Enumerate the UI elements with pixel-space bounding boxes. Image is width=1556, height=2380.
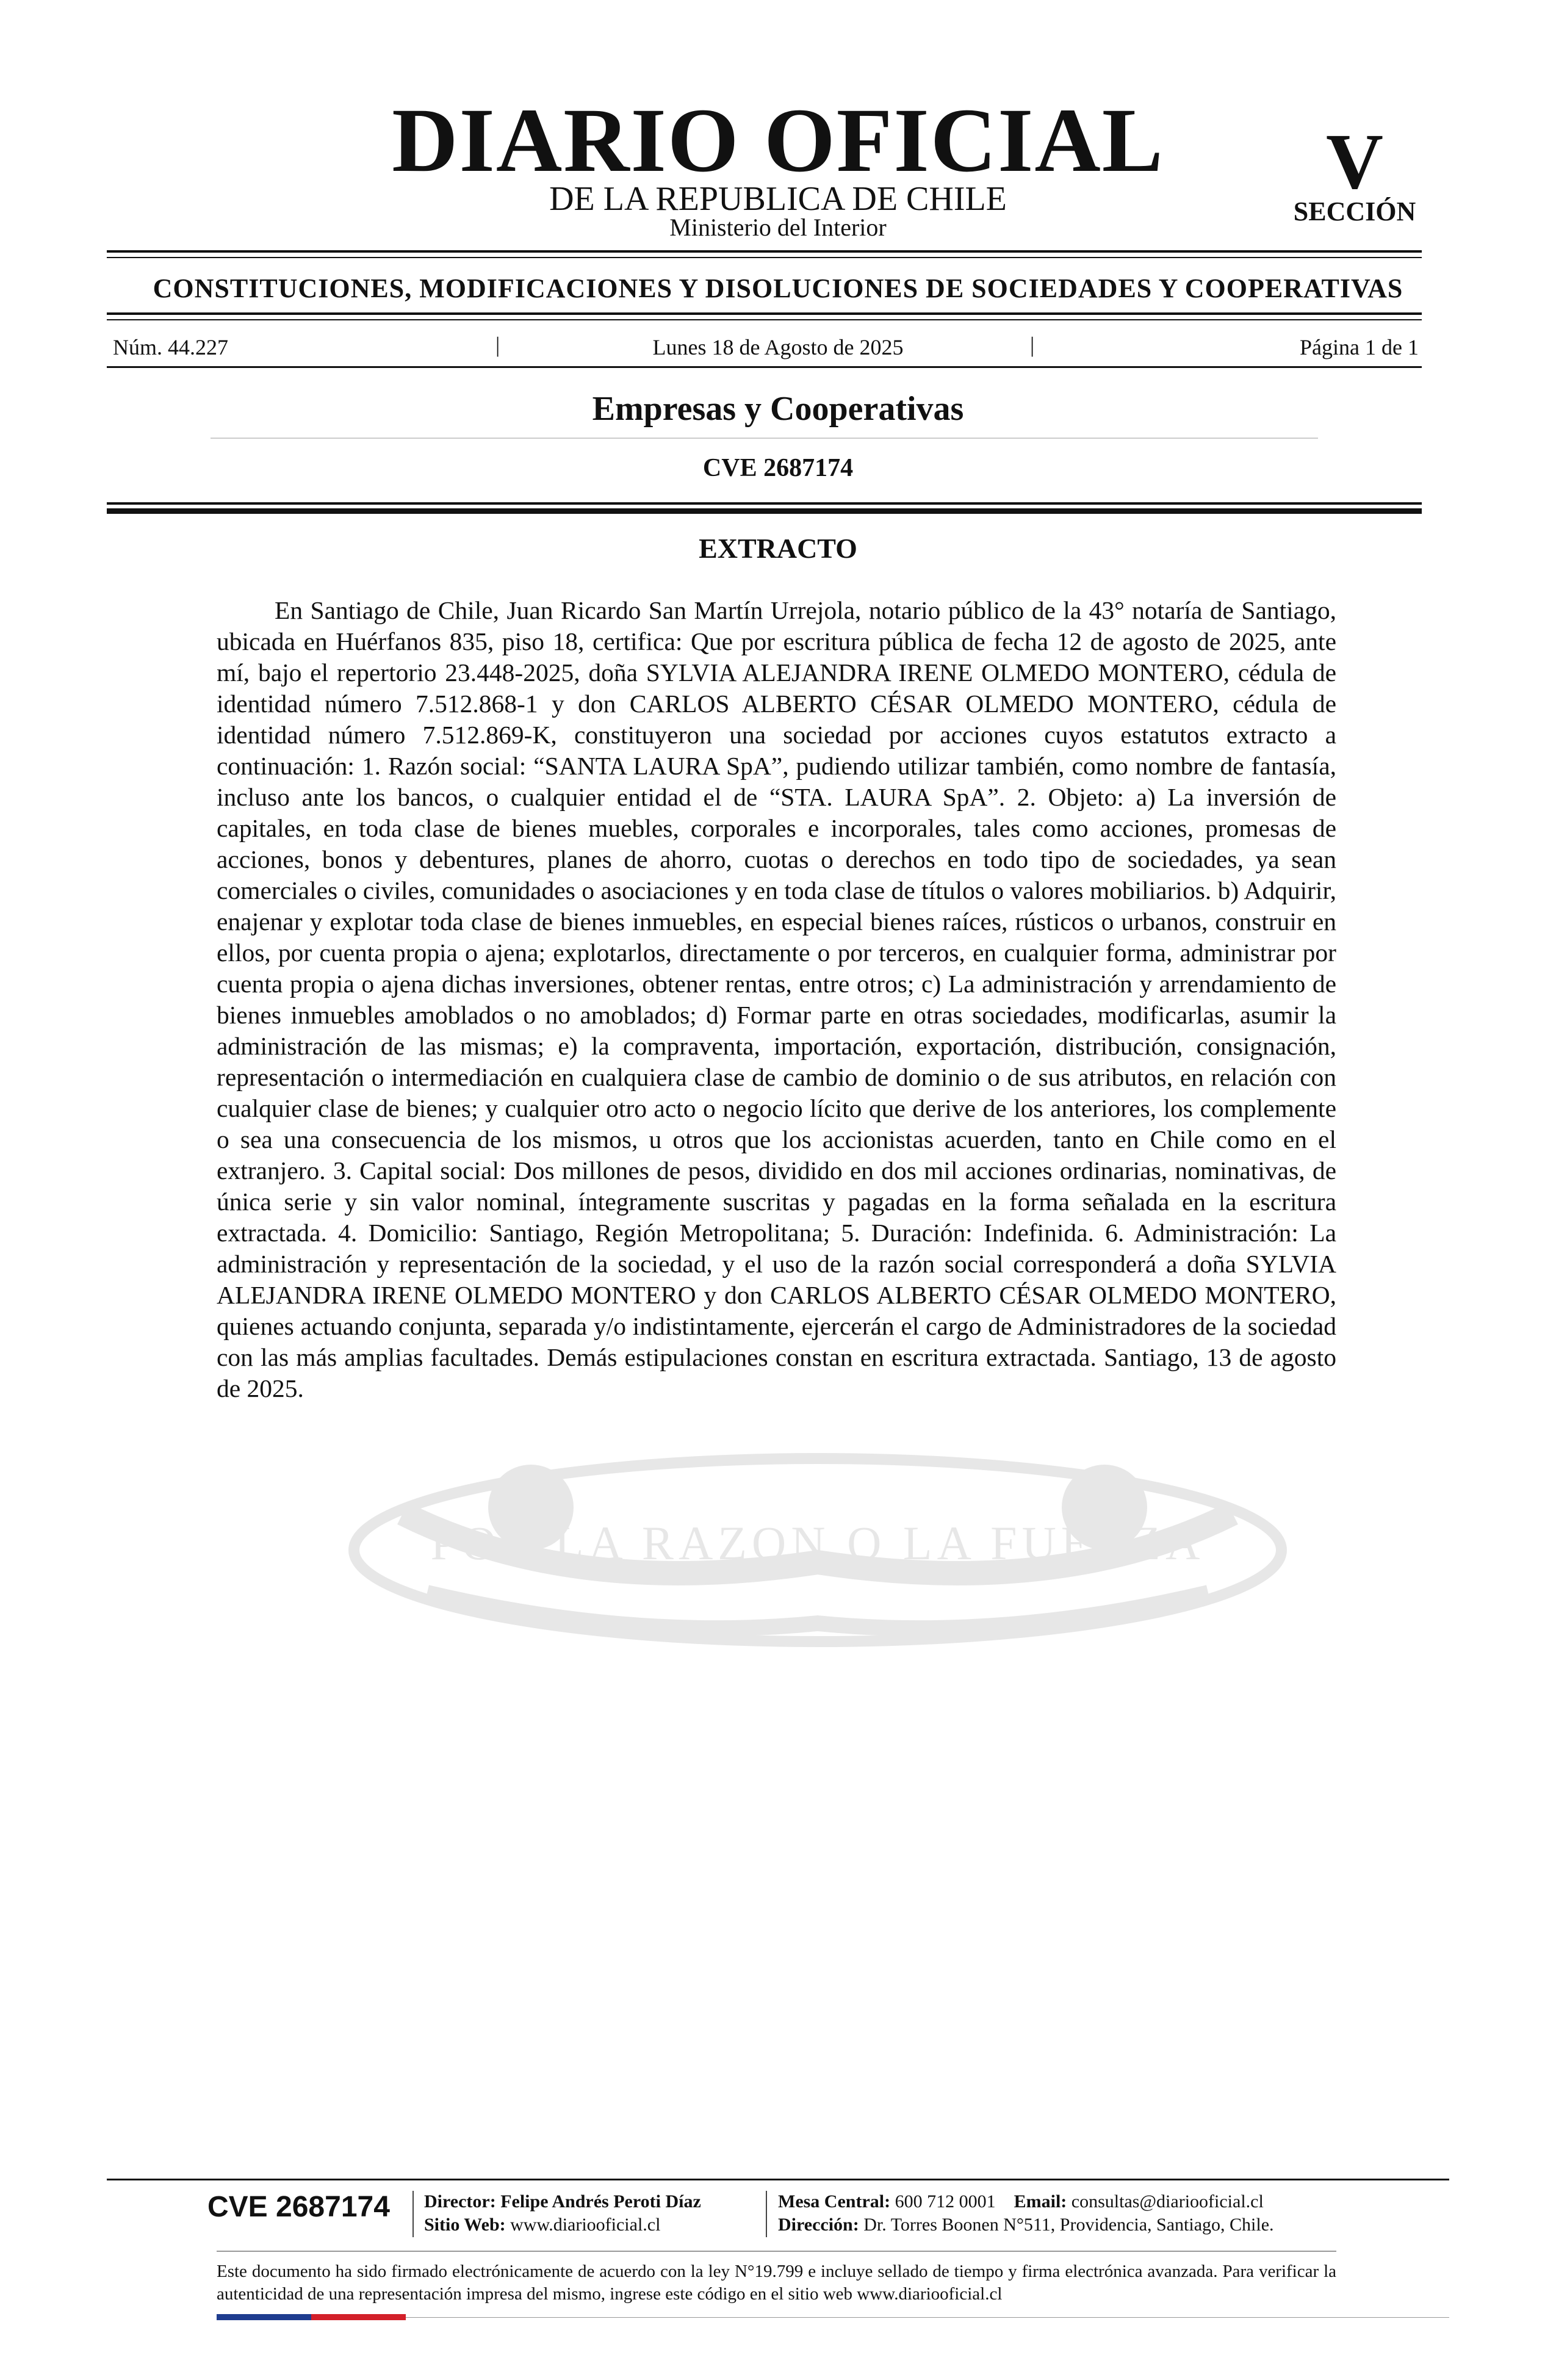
email-label: Email: [1014, 2191, 1067, 2212]
section-word: SECCIÓN [1293, 197, 1416, 226]
email-link[interactable]: consultas@diariooficial.cl [1071, 2191, 1264, 2212]
category-title: Empresas y Cooperativas [592, 390, 964, 428]
address-value: Dr. Torres Boonen N°511, Providencia, Santiago, Chile. [863, 2215, 1274, 2235]
divider [211, 438, 1318, 439]
page-indicator: Página 1 de 1 [1300, 335, 1419, 359]
masthead-title: DIARIO OFICIAL [392, 90, 1164, 191]
separator [412, 2191, 414, 2237]
divider [107, 257, 1422, 258]
flag-bar-blue [217, 2314, 311, 2320]
director-label: Director: [424, 2191, 496, 2212]
masthead-ministry: Ministerio del Interior [669, 214, 887, 241]
divider [107, 2179, 1449, 2180]
divider [107, 366, 1422, 368]
director-name: Felipe Andrés Peroti Díaz [500, 2191, 701, 2212]
separator [766, 2191, 767, 2237]
section-letter: V [1326, 118, 1383, 206]
separator: | [495, 333, 500, 357]
masthead-subtitle: DE LA REPUBLICA DE CHILE [549, 180, 1007, 218]
divider [406, 2317, 1449, 2318]
coat-of-arms-watermark [330, 1440, 1306, 1660]
watermark-motto: POR LA RAZON O LA FUERZA [430, 1516, 1205, 1570]
mesa-label: Mesa Central: [778, 2191, 891, 2212]
address-label: Dirección: [778, 2215, 859, 2235]
issue-number: Núm. 44.227 [113, 335, 228, 359]
site-label: Sitio Web: [424, 2215, 506, 2235]
divider [107, 250, 1422, 253]
divider [107, 312, 1422, 315]
cve-code: CVE 2687174 [702, 454, 854, 482]
separator: | [1030, 333, 1035, 357]
footer-contact-block [778, 2190, 1274, 2237]
issue-date: Lunes 18 de Agosto de 2025 [652, 335, 904, 359]
divider [217, 2251, 1336, 2252]
document-heading: EXTRACTO [699, 533, 857, 564]
footer-director-block [424, 2190, 701, 2237]
divider [107, 319, 1422, 320]
section-title: CONSTITUCIONES, MODIFICACIONES Y DISOLUCIONES DE SOCIEDADES Y COOPERATIVAS [153, 273, 1403, 303]
body-paragraph: En Santiago de Chile, Juan Ricardo San Martín Urrejola, notario público de la 43° notaría de Santiago, ubicada en Huérfanos 835, piso 18, certifica: Que por escritura pública de fecha 12 de agosto de 2025, ante mí, bajo el repertorio 23.448-2025, doña SYLVIA ALEJANDRA IRENE OLMEDO MONTERO, cédula de identidad número 7.512.868-1 y don CARLOS ALBERTO CÉSAR OLMEDO MONTERO, cédula de identidad número 7.512.869-K, constituyeron una sociedad por acciones cuyos estatutos extracto a continuación: 1. Razón social: “SANTA LAURA SpA”, pudiendo utilizar también, como nombre de fantasía, incluso ante los bancos, o cualquier entidad el de “STA. LAURA SpA”. 2. Objeto: a) La inversión de capitales, en toda clase de bienes muebles, corporales e incorporales, tales como acciones, promesas de acciones, bonos y debentures, planes de ahorro, cuotas o derechos en todo tipo de sociedades, ya sean comerciales o civiles, comunidades o asociaciones y en toda clase de títulos o valores mobiliarios. b) Adquirir, enajenar y explotar toda clase de bienes inmuebles, en especial bienes raíces, rústicos o urbanos, construir en ellos, por cuenta propia o ajena; explotarlos, directamente o por terceros, en cualquier forma, administrar por cuenta propia o ajena dichas inversiones, obtener rentas, entre otros; c) La administración y arrendamiento de bienes inmuebles amoblados o no amoblados; d) Formar parte en otras sociedades, modificarlas, asumir la administración de las mismas; e) la compraventa, importación, exportación, distribución, consignación, representación o intermediación en cualquiera clase de cambio de dominio o de sus atributos, en relación con cualquier clase de bienes; y cualquier otro acto o negocio lícito que derive de los anteriores, los complemente o sea una consecuencia de los mismos, u otros que los accionistas acuerden, tanto en Chile como en el extranjero. 3. Capital social: Dos millones de pesos, dividido en dos mil acciones ordinarias, nominativas, de única serie y sin valor nominal, íntegramente suscritas y pagadas en la forma señalada en la escritura extractada. 4. Domicilio: Santiago, Región Metropolitana; 5. Duración: Indefinida. 6. Administración: La administración y representación de la sociedad, y el uso de la razón social corresponderá a doña SYLVIA ALEJANDRA IRENE OLMEDO MONTERO y don CARLOS ALBERTO CÉSAR OLMEDO MONTERO, quienes actuando conjunta, separada y/o indistintamente, ejercerán el cargo de Administradores de la sociedad con las más amplias facultades. Demás estipulaciones constan en escritura extractada. Santiago, 13 de agosto de 2025. [217, 596, 1336, 1402]
flag-bar-red [311, 2314, 406, 2320]
divider [107, 508, 1422, 514]
footer-legal-note: Este documento ha sido firmado electrónicamente de acuerdo con la ley N°19.799 e incluye sellado de tiempo y firma electrónica avanzada. Para verificar la autenticidad de una representación impresa del mismo, ingrese este código en el sitio web www.diariooficial.cl [217, 2262, 1336, 2304]
site-link[interactable]: www.diariooficial.cl [510, 2215, 661, 2235]
divider [107, 502, 1422, 505]
mesa-phone: 600 712 0001 [895, 2191, 996, 2212]
footer-cve: CVE 2687174 [207, 2191, 390, 2223]
